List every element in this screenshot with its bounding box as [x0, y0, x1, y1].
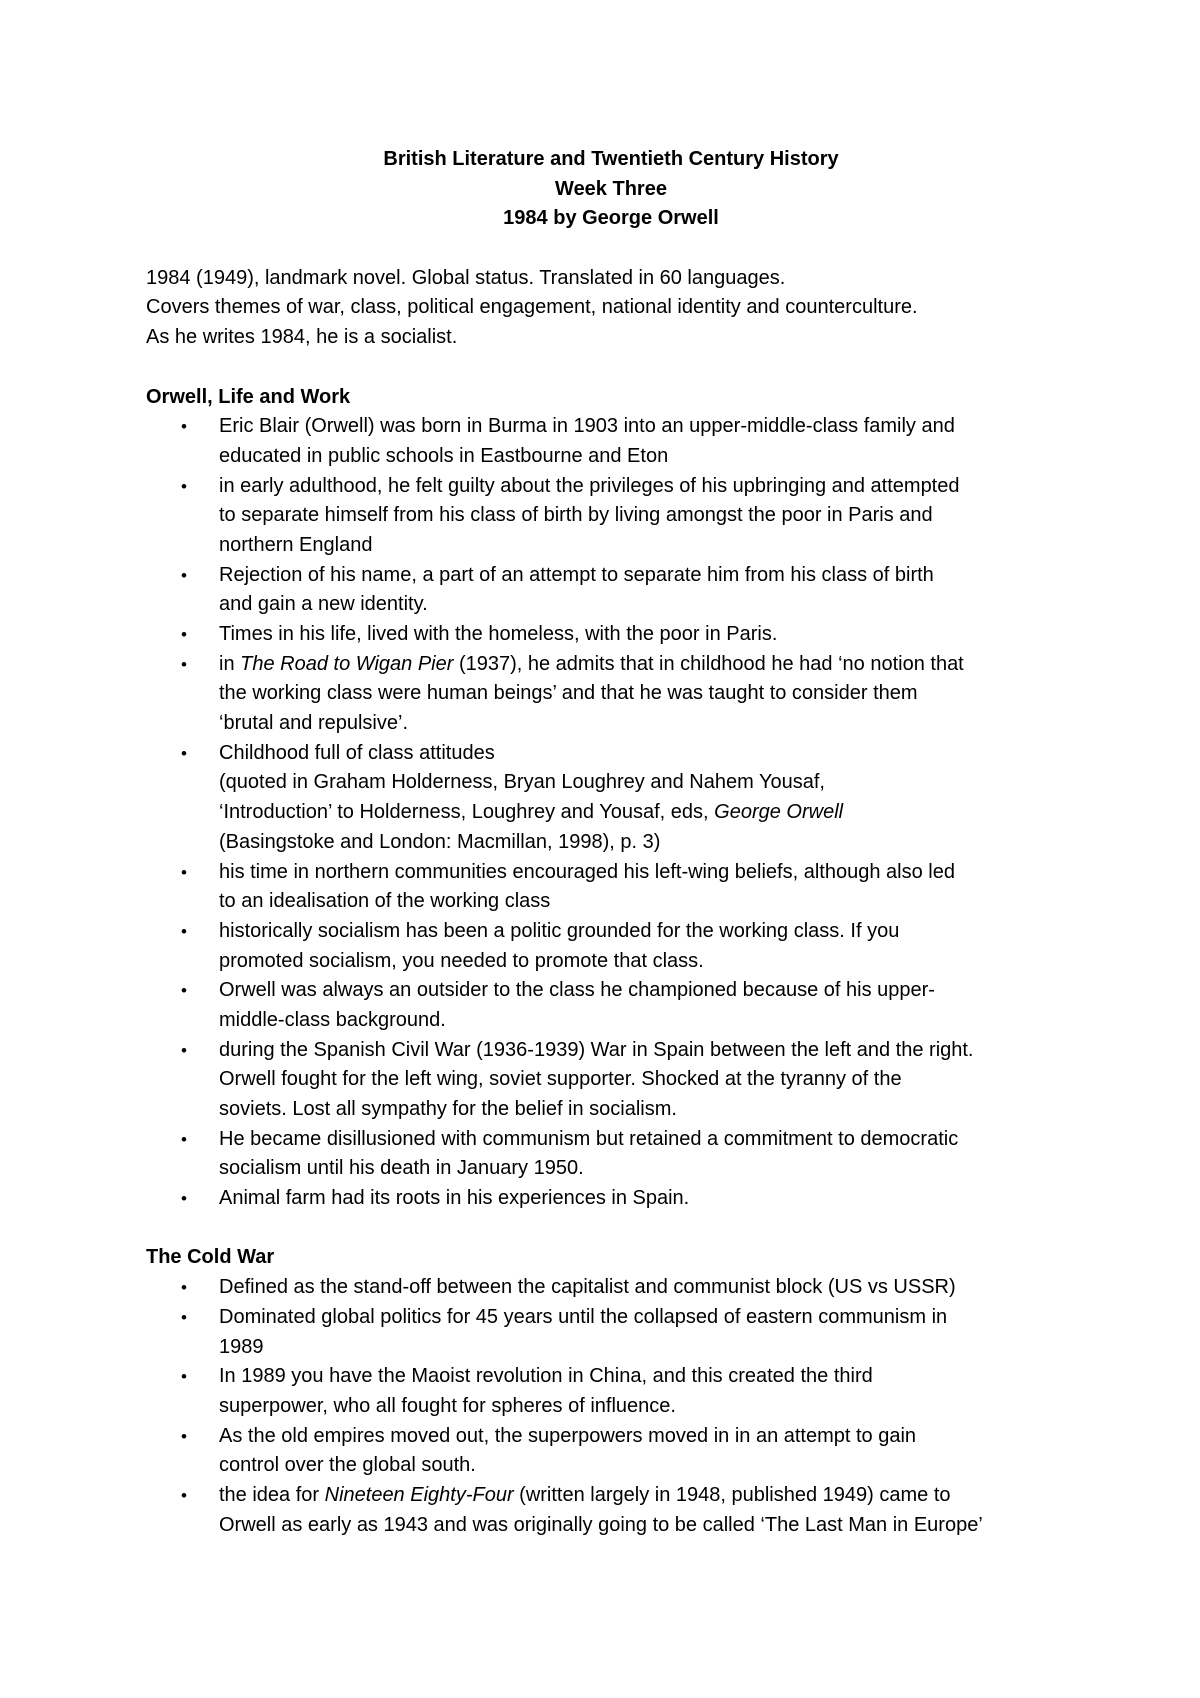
bullet-icon: • [181, 654, 187, 674]
book-title-road-to-wigan-pier: The Road to Wigan Pier [240, 652, 454, 675]
bullet-icon: • [181, 565, 187, 585]
list-item [146, 650, 1077, 739]
text-segment: (1937), he admits that in childhood he had ‘no notion that [453, 652, 964, 675]
bullet-icon: • [181, 1278, 187, 1298]
bullet-icon: • [181, 1189, 187, 1209]
bullet-icon: • [181, 981, 187, 1001]
list-item [146, 858, 1077, 917]
list-item [146, 1184, 1077, 1214]
list-item [146, 1273, 1077, 1303]
list-item-line: Eric Blair (Orwell) was born in Burma in 1903 into an upper-middle-class family and [219, 415, 955, 438]
text-segment: the idea for [219, 1483, 325, 1506]
bullet-list-orwell-life [146, 412, 1076, 1214]
list-item-line: Animal farm had its roots in his experiences in Spain. [219, 1187, 690, 1210]
list-item-line: control over the global south. [219, 1454, 476, 1477]
bullet-icon: • [181, 1426, 187, 1446]
list-item-line: his time in northern communities encouraged his left-wing beliefs, although also led [219, 860, 955, 883]
bullet-icon: • [181, 417, 187, 437]
intro-paragraph [146, 264, 1076, 353]
list-item-line: northern England [219, 533, 373, 556]
bullet-icon: • [181, 1129, 187, 1149]
list-item-line: He became disillusioned with communism but retained a commitment to democratic [219, 1127, 959, 1150]
book-title-nineteen-eighty-four: Nineteen Eighty-Four [324, 1483, 514, 1506]
book-title-george-orwell: George Orwell [714, 801, 844, 824]
list-item-line [219, 798, 1077, 828]
list-item-line: Defined as the stand-off between the capitalist and communist block (US vs USSR) [219, 1276, 956, 1299]
list-item-line: Rejection of his name, a part of an attempt to separate him from his class of birth [219, 563, 934, 586]
list-item-line: 1989 [219, 1335, 264, 1358]
list-item-line: middle-class background. [219, 1008, 446, 1031]
topic-title: 1984 by George Orwell [503, 207, 719, 230]
list-item-line: Times in his life, lived with the homeless, with the poor in Paris. [219, 623, 778, 645]
list-item-line: promoted socialism, you needed to promote that class. [219, 949, 704, 972]
list-item-line: Orwell as early as 1943 and was originally going to be called ‘The Last Man in Europe’ [219, 1513, 983, 1536]
list-item-line: In 1989 you have the Maoist revolution in China, and this created the third [219, 1365, 873, 1388]
list-item-line [219, 650, 1077, 680]
bullet-icon: • [181, 476, 187, 496]
bullet-icon: • [181, 625, 187, 644]
bullet-icon: • [181, 1367, 187, 1387]
text-segment: in [219, 652, 241, 675]
list-item-line: in early adulthood, he felt guilty about the privileges of his upbringing and attempted [219, 474, 960, 497]
document-body [146, 145, 1076, 1540]
bullet-icon: • [181, 1040, 187, 1060]
list-item [146, 1362, 1077, 1421]
list-item [146, 917, 1077, 976]
week-title: Week Three [555, 177, 667, 200]
section-heading-orwell-life: Orwell, Life and Work [146, 385, 351, 408]
text-segment: (written largely in 1948, published 1949) came to [513, 1483, 951, 1506]
list-item-line: Orwell was always an outsider to the class he championed because of his upper- [219, 979, 935, 1002]
list-item-line: during the Spanish Civil War (1936-1939) War in Spain between the left and the right. [219, 1038, 974, 1061]
list-item [146, 1303, 1077, 1362]
list-item [146, 620, 1077, 650]
bullet-list-cold-war [146, 1273, 1076, 1540]
list-item-line: Orwell fought for the left wing, soviet supporter. Shocked at the tyranny of the [219, 1068, 902, 1091]
intro-line: Covers themes of war, class, political engagement, national identity and counterculture. [146, 296, 918, 319]
list-item [146, 472, 1077, 561]
list-item-line: to an idealisation of the working class [219, 890, 551, 913]
list-item-line: Childhood full of class attitudes [219, 741, 495, 764]
bullet-icon: • [181, 743, 187, 763]
list-item-line: to separate himself from his class of birth by living amongst the poor in Paris and [219, 504, 933, 527]
list-item-line: soviets. Lost all sympathy for the belief in socialism. [219, 1098, 677, 1120]
list-item-line: and gain a new identity. [219, 593, 428, 616]
list-item-line: historically socialism has been a politic grounded for the working class. If you [219, 919, 900, 942]
list-item [146, 561, 1077, 620]
title-block [146, 145, 1076, 234]
list-item [146, 1422, 1077, 1481]
list-item-line: Dominated global politics for 45 years until the collapsed of eastern communism in [219, 1305, 948, 1328]
list-item [146, 1125, 1077, 1184]
bullet-icon: • [181, 862, 187, 882]
list-item-line: (Basingstoke and London: Macmillan, 1998), p. 3) [219, 830, 661, 853]
course-title: British Literature and Twentieth Century History [383, 148, 839, 170]
list-item-line: educated in public schools in Eastbourne and Eton [219, 444, 669, 467]
list-item-line [219, 1481, 1077, 1511]
list-item-line: As the old empires moved out, the superpowers moved in in an attempt to gain [219, 1424, 917, 1447]
list-item [146, 1481, 1077, 1540]
list-item-line: the working class were human beings’ and that he was taught to consider them [219, 682, 918, 705]
list-item-line: superpower, who all fought for spheres of influence. [219, 1394, 676, 1417]
section-heading-cold-war: The Cold War [146, 1246, 275, 1269]
list-item [146, 412, 1077, 471]
intro-line: As he writes 1984, he is a socialist. [146, 326, 458, 349]
list-item [146, 1036, 1077, 1125]
list-item [146, 976, 1077, 1035]
list-item-line: ‘brutal and repulsive’. [219, 712, 408, 735]
bullet-icon: • [181, 1307, 187, 1327]
text-segment: ‘Introduction’ to Holderness, Loughrey and Yousaf, eds, [219, 801, 715, 824]
list-item-line: (quoted in Graham Holderness, Bryan Loughrey and Nahem Yousaf, [219, 771, 825, 794]
bullet-icon: • [181, 921, 187, 941]
list-item [146, 739, 1077, 858]
intro-line: 1984 (1949), landmark novel. Global status. Translated in 60 languages. [146, 266, 786, 289]
list-item-line: socialism until his death in January 1950. [219, 1157, 584, 1180]
bullet-icon: • [181, 1485, 187, 1505]
